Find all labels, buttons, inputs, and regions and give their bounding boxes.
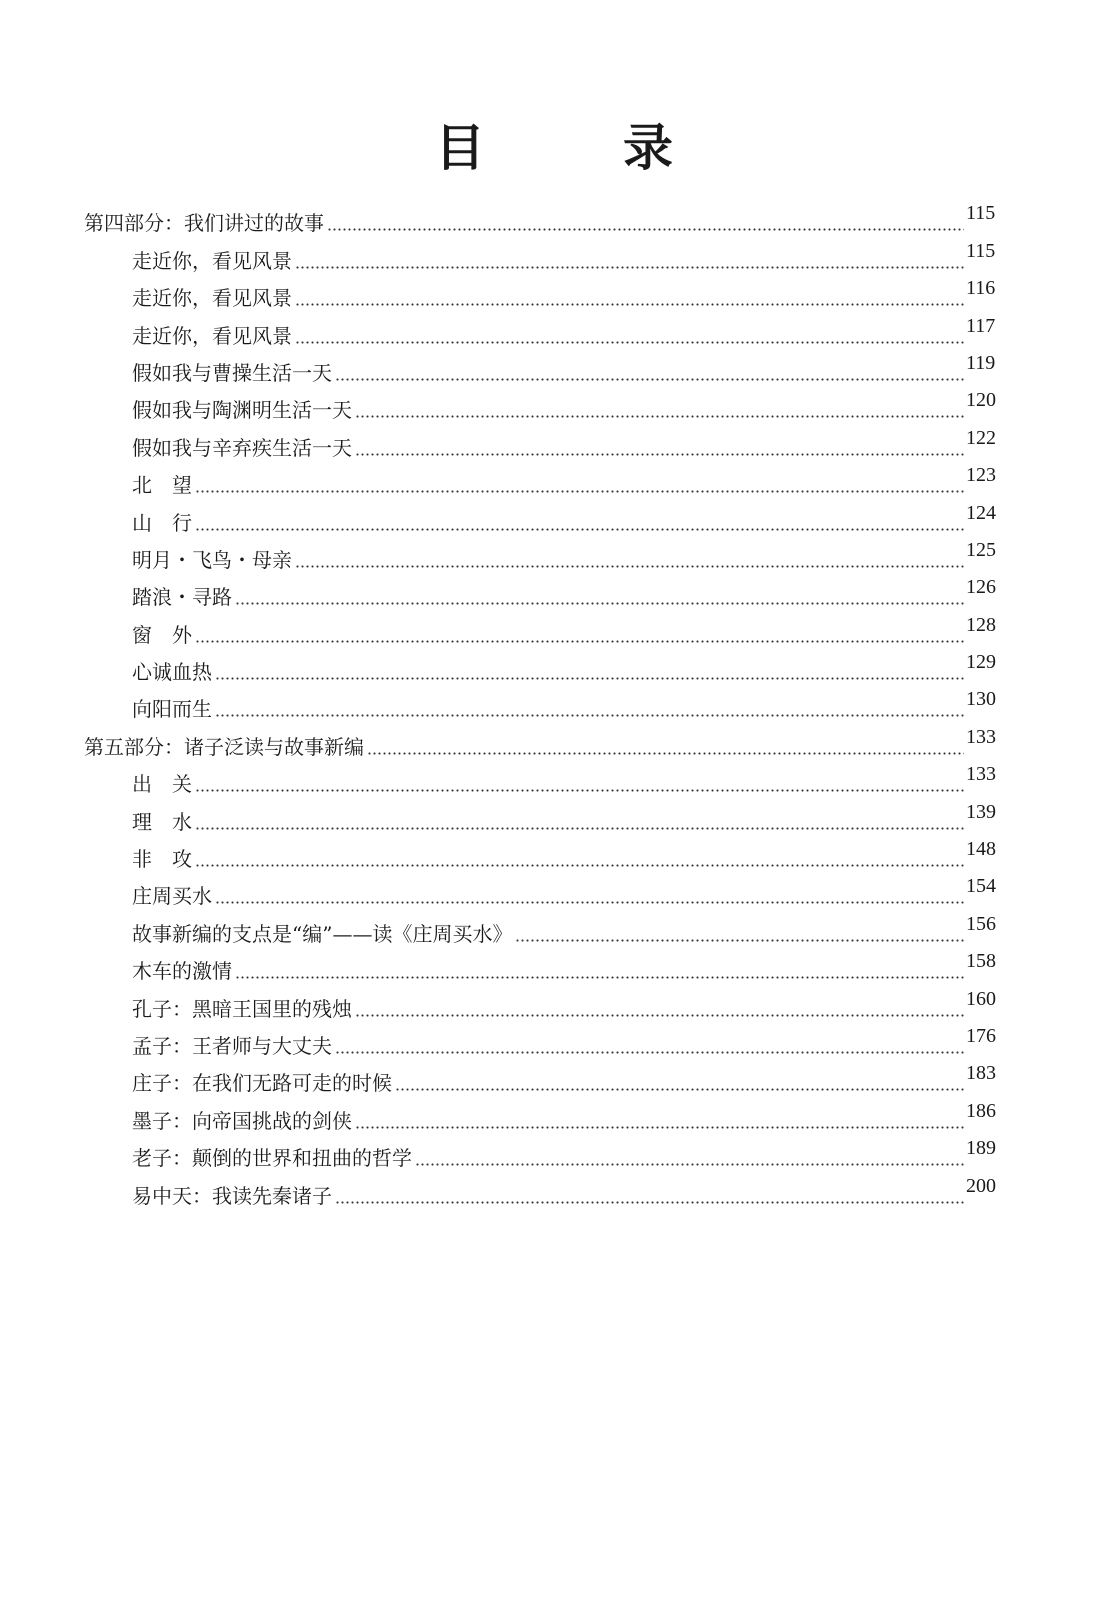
- toc-entry: [0, 278, 1108, 315]
- toc-entry: [0, 353, 1108, 390]
- dot-leader: [295, 266, 964, 269]
- toc-part-entry: [0, 726, 1108, 763]
- toc-entry-title: 走近你，看见风景: [132, 248, 292, 273]
- toc-page-number: 133: [966, 725, 996, 748]
- toc-page-number: 133: [966, 763, 996, 786]
- dot-leader: [195, 528, 964, 531]
- toc-page-number: 128: [966, 613, 996, 636]
- dot-leader: [335, 378, 964, 381]
- toc-entry: [0, 689, 1108, 726]
- toc-entry-title: 故事新编的支点是“编”——读《庄周买水》: [132, 921, 513, 946]
- toc-page-number: 130: [966, 688, 996, 711]
- toc-page-number: 126: [966, 576, 996, 599]
- toc-page-number: 200: [966, 1174, 996, 1197]
- dot-leader: [335, 1051, 964, 1054]
- toc-entry: [0, 801, 1108, 838]
- toc-entry-title: 走近你，看见风景: [132, 286, 292, 311]
- toc-entry-title: 庄周买水: [132, 884, 212, 909]
- toc-part-entry: [0, 203, 1108, 240]
- toc-entry-title: 踏浪・寻路: [132, 585, 232, 610]
- toc-page-number: 119: [966, 351, 996, 374]
- toc-entry-title: 明月・飞鸟・母亲: [132, 547, 292, 572]
- toc-entry-title: 假如我与陶渊明生活一天: [132, 398, 352, 423]
- dot-leader: [235, 602, 964, 605]
- toc-entry: [0, 1026, 1108, 1063]
- dot-leader: [215, 714, 964, 717]
- toc-entry: [0, 652, 1108, 689]
- toc-entry-title: 木车的激情: [132, 959, 232, 984]
- table-of-contents: [0, 203, 1108, 1213]
- toc-page-number: 176: [966, 1024, 996, 1047]
- toc-page-number: 183: [966, 1062, 996, 1085]
- dot-leader: [295, 565, 964, 568]
- toc-page-number: 129: [966, 651, 996, 674]
- toc-entry-title: 走近你，看见风景: [132, 323, 292, 348]
- toc-page-number: 115: [966, 239, 996, 262]
- toc-entry: [0, 988, 1108, 1025]
- toc-page-number: 123: [966, 464, 996, 487]
- toc-entry: [0, 614, 1108, 651]
- dot-leader: [355, 453, 964, 456]
- dot-leader: [195, 640, 964, 643]
- dot-leader: [215, 677, 964, 680]
- toc-page-number: 115: [966, 202, 996, 225]
- toc-entry: [0, 913, 1108, 950]
- toc-entry-title: 非 攻: [132, 847, 192, 872]
- dot-leader: [355, 415, 964, 418]
- toc-entry: [0, 1100, 1108, 1137]
- toc-page-number: 186: [966, 1099, 996, 1122]
- toc-entry-title: 第四部分：我们讲过的故事: [84, 211, 324, 236]
- toc-entry-title: 墨子：向帝国挑战的剑侠: [132, 1108, 352, 1133]
- dot-leader: [415, 1163, 964, 1166]
- dot-leader: [515, 939, 964, 942]
- toc-entry: [0, 1138, 1108, 1175]
- toc-page-number: 116: [966, 277, 996, 300]
- toc-entry-title: 出 关: [132, 772, 192, 797]
- toc-entry-title: 窗 外: [132, 622, 192, 647]
- toc-entry: [0, 951, 1108, 988]
- toc-entry-title: 北 望: [132, 473, 192, 498]
- toc-entry-title: 假如我与曹操生活一天: [132, 360, 332, 385]
- toc-entry: [0, 315, 1108, 352]
- dot-leader: [235, 976, 964, 979]
- toc-entry: [0, 390, 1108, 427]
- toc-entry: [0, 502, 1108, 539]
- toc-entry-title: 假如我与辛弃疾生活一天: [132, 435, 352, 460]
- dot-leader: [295, 303, 964, 306]
- toc-page-number: 160: [966, 987, 996, 1010]
- dot-leader: [195, 490, 964, 493]
- page-title: 目 录: [435, 119, 717, 177]
- dot-leader: [295, 341, 964, 344]
- toc-entry: [0, 540, 1108, 577]
- toc-page-number: 154: [966, 875, 996, 898]
- dot-leader: [395, 1088, 964, 1091]
- toc-entry-title: 山 行: [132, 510, 192, 535]
- dot-leader: [355, 1014, 964, 1017]
- dot-leader: [195, 827, 964, 830]
- toc-entry-title: 易中天：我读先秦诸子: [132, 1183, 332, 1208]
- toc-entry: [0, 577, 1108, 614]
- toc-page-number: 122: [966, 426, 996, 449]
- toc-page-number: 125: [966, 538, 996, 561]
- toc-page-number: 120: [966, 389, 996, 412]
- toc-page-number: 156: [966, 912, 996, 935]
- toc-entry: [0, 876, 1108, 913]
- toc-page-number: 117: [966, 314, 996, 337]
- dot-leader: [367, 752, 964, 755]
- dot-leader: [327, 228, 964, 231]
- toc-page-number: 148: [966, 838, 996, 861]
- toc-page-number: 139: [966, 800, 996, 823]
- toc-entry: [0, 764, 1108, 801]
- toc-entry-title: 庄子：在我们无路可走的时候: [132, 1071, 392, 1096]
- toc-entry-title: 理 水: [132, 809, 192, 834]
- toc-entry-title: 孟子：王者师与大丈夫: [132, 1033, 332, 1058]
- toc-page-number: 189: [966, 1137, 996, 1160]
- toc-entry: [0, 240, 1108, 277]
- dot-leader: [215, 901, 964, 904]
- dot-leader: [195, 789, 964, 792]
- toc-entry: [0, 1063, 1108, 1100]
- dot-leader: [355, 1126, 964, 1129]
- toc-entry-title: 第五部分：诸子泛读与故事新编: [84, 734, 364, 759]
- toc-entry: [0, 465, 1108, 502]
- toc-entry-title: 向阳而生: [132, 697, 212, 722]
- dot-leader: [335, 1201, 964, 1204]
- toc-entry: [0, 1175, 1108, 1212]
- toc-entry-title: 老子：颠倒的世界和扭曲的哲学: [132, 1146, 412, 1171]
- dot-leader: [195, 864, 964, 867]
- toc-entry-title: 心诚血热: [132, 660, 212, 685]
- toc-entry-title: 孔子：黑暗王国里的残烛: [132, 996, 352, 1021]
- toc-entry: [0, 427, 1108, 464]
- toc-page-number: 158: [966, 950, 996, 973]
- toc-entry: [0, 839, 1108, 876]
- toc-page-number: 124: [966, 501, 996, 524]
